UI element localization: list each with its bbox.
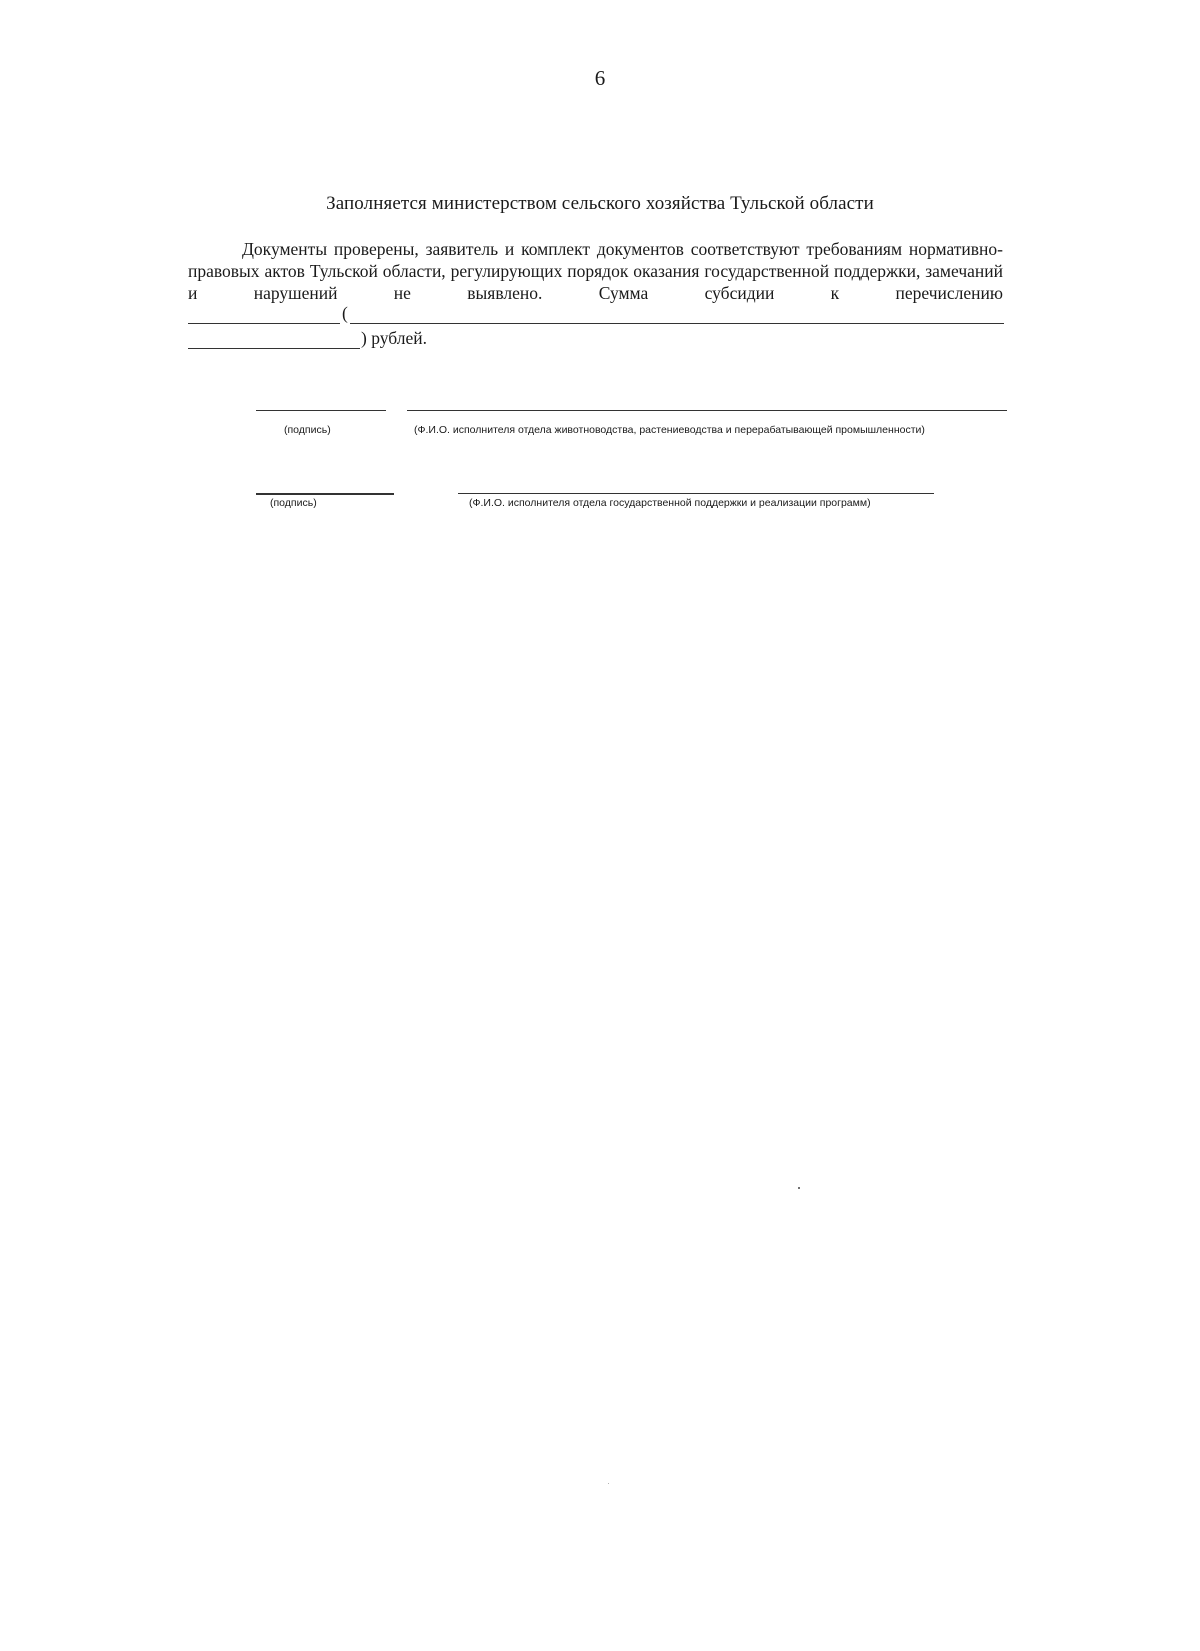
name-caption-2: (Ф.И.О. исполнителя отдела государственной поддержки и реализации программ) <box>469 497 871 509</box>
section-heading: Заполняется министерством сельского хозяйства Тульской области <box>326 193 874 214</box>
signature-caption-2: (подпись) <box>270 497 317 509</box>
signature-line-1[interactable] <box>256 410 386 411</box>
scan-speck <box>608 1483 609 1484</box>
signature-line-2[interactable] <box>256 493 394 495</box>
verification-text: Документы проверены, заявитель и комплект документов соответствуют требованиям нормативно-правовых актов Тульской области, регулирующих порядок оказания государственной поддержки, замечаний и нарушений не выявлено. Сумма субсидии к перечислению <box>188 239 1003 303</box>
amount-open-paren: ( <box>342 303 348 323</box>
subsidy-amount-words-field[interactable] <box>350 323 1004 324</box>
name-line-1[interactable] <box>407 410 1007 411</box>
name-line-2[interactable] <box>458 493 934 494</box>
subsidy-amount-words-field-continued[interactable] <box>188 348 360 349</box>
amount-closing: ) рублей. <box>361 328 427 348</box>
page-number: 6 <box>594 66 606 90</box>
subsidy-amount-field[interactable] <box>188 323 340 324</box>
name-caption-1: (Ф.И.О. исполнителя отдела животноводства, растениеводства и перерабатывающей промышленности) <box>414 424 925 436</box>
scan-speck <box>798 1187 800 1189</box>
signature-caption-1: (подпись) <box>284 424 331 436</box>
